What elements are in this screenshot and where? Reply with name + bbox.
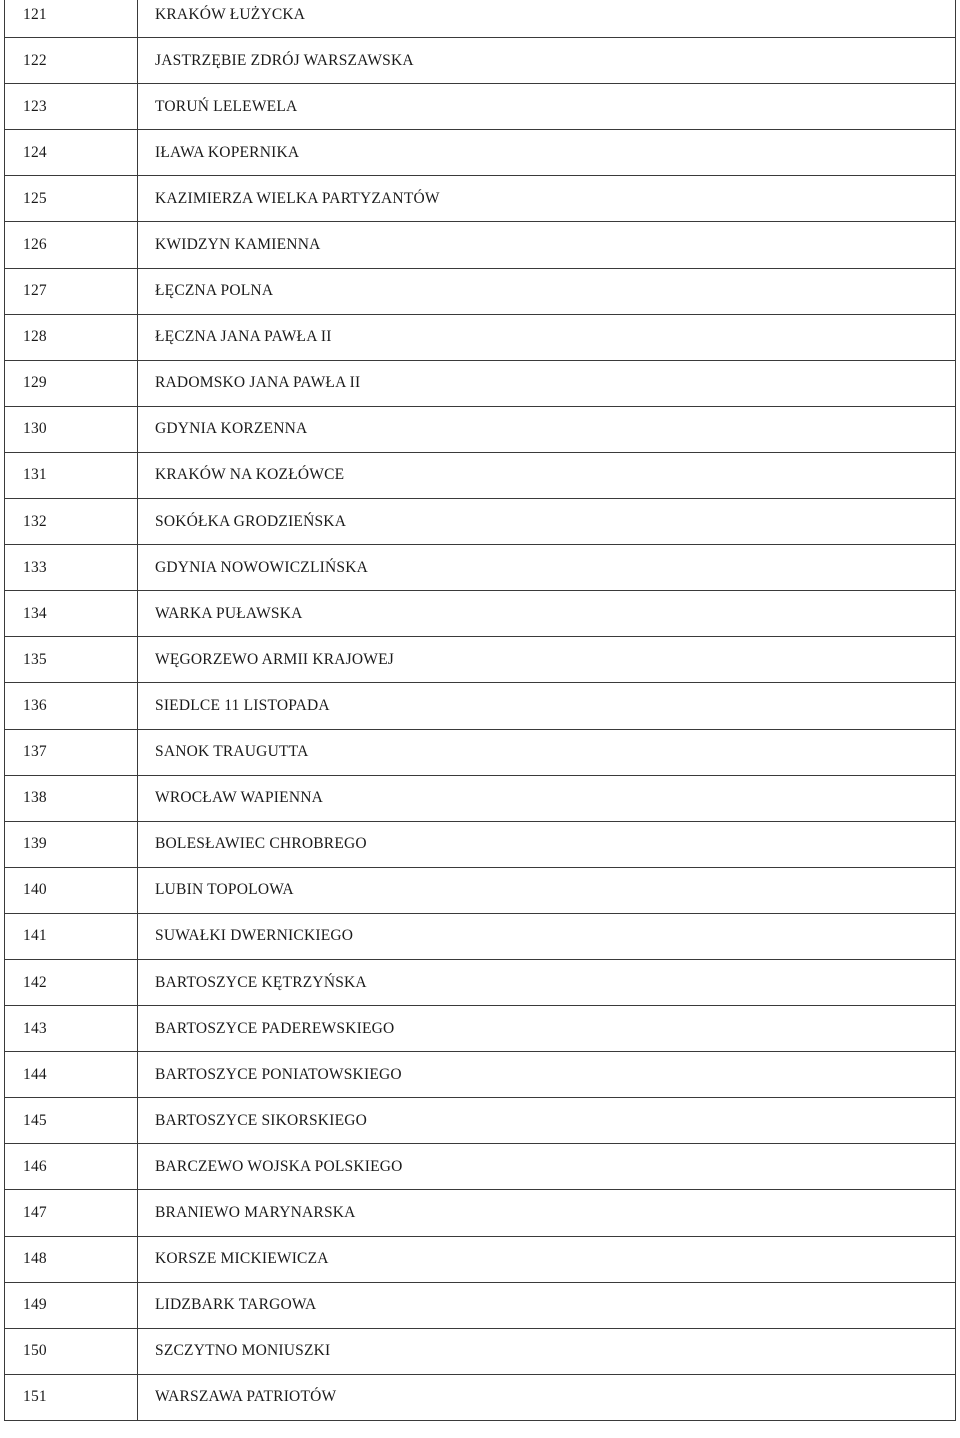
table-row — [5, 360, 956, 406]
table-row — [5, 683, 956, 729]
table-row — [5, 1282, 956, 1328]
location-name: LIDZBARK TARGOWA — [138, 1282, 956, 1328]
location-name: SIEDLCE 11 LISTOPADA — [138, 683, 956, 729]
location-name: BARTOSZYCE PONIATOWSKIEGO — [138, 1052, 956, 1098]
table-body — [5, 0, 956, 1420]
row-number: 145 — [5, 1098, 138, 1144]
location-name: SUWAŁKI DWERNICKIEGO — [138, 913, 956, 959]
table-row — [5, 959, 956, 1005]
row-number: 123 — [5, 84, 138, 130]
table-row — [5, 867, 956, 913]
table-row — [5, 1144, 956, 1190]
table-row — [5, 0, 956, 38]
table-row — [5, 637, 956, 683]
row-number: 143 — [5, 1006, 138, 1052]
location-name: TORUŃ LELEWELA — [138, 84, 956, 130]
location-name: ŁĘCZNA JANA PAWŁA II — [138, 314, 956, 360]
table-row — [5, 176, 956, 222]
location-name: KWIDZYN KAMIENNA — [138, 222, 956, 268]
row-number: 144 — [5, 1052, 138, 1098]
location-name: WARKA PUŁAWSKA — [138, 591, 956, 637]
location-name: KRAKÓW ŁUŻYCKA — [138, 0, 956, 38]
table-row — [5, 1374, 956, 1420]
location-name: SANOK TRAUGUTTA — [138, 729, 956, 775]
row-number: 151 — [5, 1374, 138, 1420]
location-name: RADOMSKO JANA PAWŁA II — [138, 360, 956, 406]
location-name: BARTOSZYCE SIKORSKIEGO — [138, 1098, 956, 1144]
row-number: 150 — [5, 1328, 138, 1374]
row-number: 127 — [5, 268, 138, 314]
row-number: 126 — [5, 222, 138, 268]
table-row — [5, 1236, 956, 1282]
table-row — [5, 314, 956, 360]
row-number: 130 — [5, 406, 138, 452]
row-number: 132 — [5, 499, 138, 545]
location-name: SZCZYTNO MONIUSZKI — [138, 1328, 956, 1374]
table-row — [5, 545, 956, 591]
row-number: 137 — [5, 729, 138, 775]
table-row — [5, 913, 956, 959]
table-row — [5, 1098, 956, 1144]
row-number: 121 — [5, 0, 138, 38]
row-number: 149 — [5, 1282, 138, 1328]
location-name: KORSZE MICKIEWICZA — [138, 1236, 956, 1282]
location-name: BARTOSZYCE KĘTRZYŃSKA — [138, 959, 956, 1005]
row-number: 131 — [5, 452, 138, 498]
locations-table-wrapper — [4, 0, 956, 1421]
row-number: 140 — [5, 867, 138, 913]
locations-table — [4, 0, 956, 1421]
location-name: GDYNIA KORZENNA — [138, 406, 956, 452]
location-name: KRAKÓW NA KOZŁÓWCE — [138, 452, 956, 498]
row-number: 141 — [5, 913, 138, 959]
location-name: WARSZAWA PATRIOTÓW — [138, 1374, 956, 1420]
table-row — [5, 1328, 956, 1374]
row-number: 135 — [5, 637, 138, 683]
location-name: BOLESŁAWIEC CHROBREGO — [138, 821, 956, 867]
location-name: ŁĘCZNA POLNA — [138, 268, 956, 314]
location-name: BRANIEWO MARYNARSKA — [138, 1190, 956, 1236]
location-name: JASTRZĘBIE ZDRÓJ WARSZAWSKA — [138, 38, 956, 84]
location-name: SOKÓŁKA GRODZIEŃSKA — [138, 499, 956, 545]
location-name: KAZIMIERZA WIELKA PARTYZANTÓW — [138, 176, 956, 222]
table-row — [5, 406, 956, 452]
row-number: 133 — [5, 545, 138, 591]
row-number: 128 — [5, 314, 138, 360]
location-name: BARTOSZYCE PADEREWSKIEGO — [138, 1006, 956, 1052]
table-row — [5, 268, 956, 314]
location-name: WĘGORZEWO ARMII KRAJOWEJ — [138, 637, 956, 683]
row-number: 125 — [5, 176, 138, 222]
table-row — [5, 821, 956, 867]
row-number: 148 — [5, 1236, 138, 1282]
table-row — [5, 591, 956, 637]
table-row — [5, 1190, 956, 1236]
table-row — [5, 222, 956, 268]
row-number: 136 — [5, 683, 138, 729]
table-row — [5, 1052, 956, 1098]
row-number: 146 — [5, 1144, 138, 1190]
row-number: 134 — [5, 591, 138, 637]
row-number: 142 — [5, 959, 138, 1005]
location-name: LUBIN TOPOLOWA — [138, 867, 956, 913]
table-row — [5, 452, 956, 498]
table-row — [5, 729, 956, 775]
row-number: 122 — [5, 38, 138, 84]
row-number: 124 — [5, 130, 138, 176]
table-row — [5, 38, 956, 84]
row-number: 139 — [5, 821, 138, 867]
location-name: BARCZEWO WOJSKA POLSKIEGO — [138, 1144, 956, 1190]
table-row — [5, 84, 956, 130]
row-number: 147 — [5, 1190, 138, 1236]
location-name: WROCŁAW WAPIENNA — [138, 775, 956, 821]
row-number: 138 — [5, 775, 138, 821]
row-number: 129 — [5, 360, 138, 406]
location-name: GDYNIA NOWOWICZLIŃSKA — [138, 545, 956, 591]
table-row — [5, 1006, 956, 1052]
table-row — [5, 499, 956, 545]
table-row — [5, 775, 956, 821]
table-row — [5, 130, 956, 176]
location-name: IŁAWA KOPERNIKA — [138, 130, 956, 176]
